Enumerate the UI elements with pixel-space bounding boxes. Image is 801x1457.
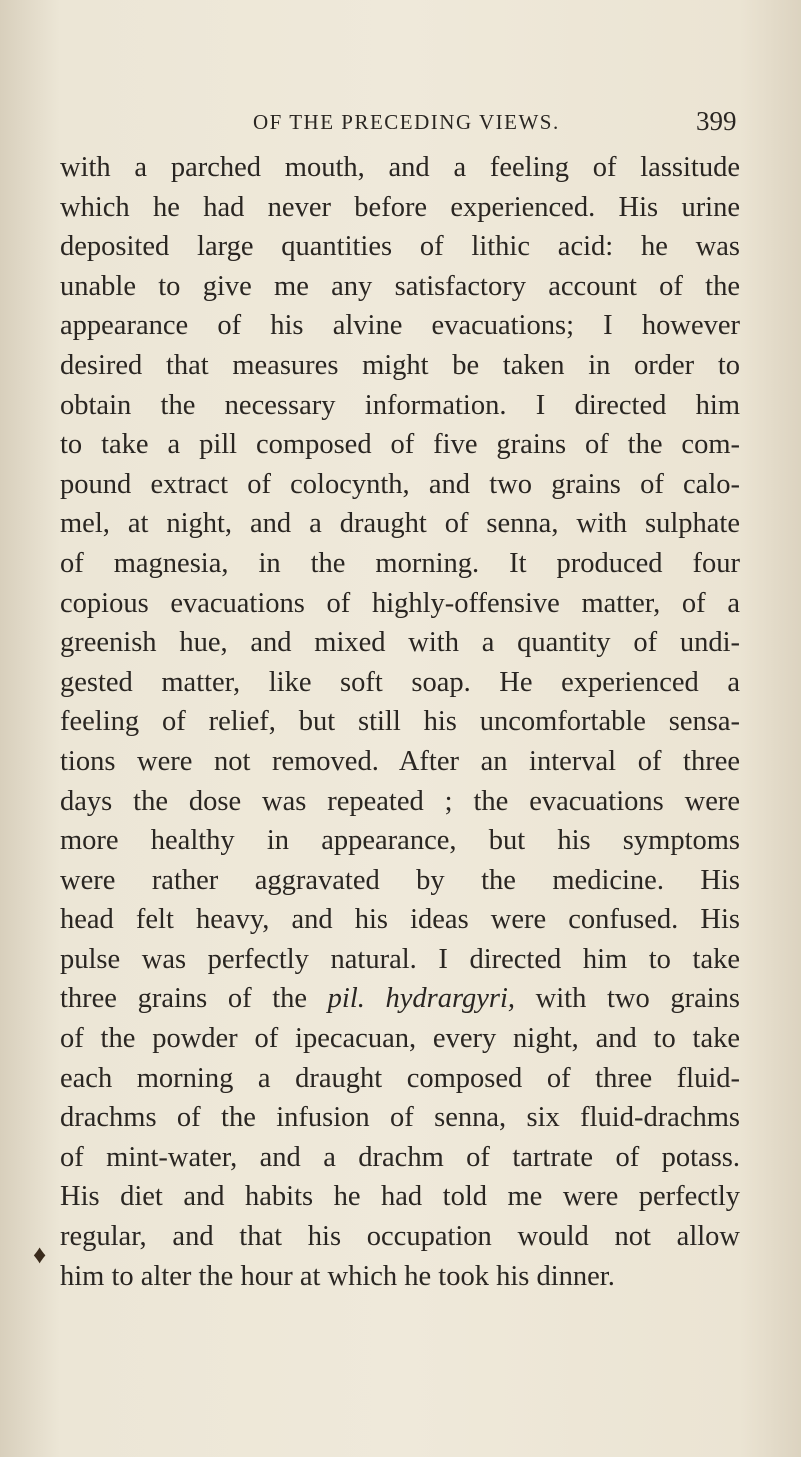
text-line: mel, at night, and a draught of senna, with sulphate: [60, 508, 740, 540]
page-number: 399: [696, 106, 737, 136]
text-line: with a parched mouth, and a feeling of lassitude: [60, 152, 740, 183]
italic-term: pil. hydrargyri,: [327, 983, 516, 1015]
text-segment: with two grains: [515, 983, 740, 1015]
text-line: were rather aggravated by the medicine. His: [60, 864, 740, 896]
text-line: unable to give me any satisfactory account of the: [60, 270, 740, 302]
text-line: desired that measures might be taken in order to: [60, 349, 740, 381]
text-line: of the powder of ipecacuan, every night, and to take: [60, 1023, 740, 1055]
text-line: each morning a draught composed of three fluid-: [60, 1062, 740, 1094]
text-line: tions were not removed. After an interval of three: [60, 745, 740, 777]
text-line: of mint-water, and a drachm of tartrate of potass.: [60, 1141, 740, 1173]
text-line-with-italic: [60, 979, 740, 1019]
text-line: regular, and that his occupation would not allow: [60, 1221, 740, 1253]
text-line: of magnesia, in the morning. It produced four: [60, 547, 740, 579]
text-line: feeling of relief, but still his uncomfortable sensa-: [60, 706, 740, 738]
text-line: more healthy in appearance, but his symptoms: [60, 825, 740, 857]
running-head: OF THE PRECEDING VIEWS.: [253, 110, 560, 134]
text-line: copious evacuations of highly-offensive matter, of a: [60, 587, 740, 619]
text-line: obtain the necessary information. I directed him: [60, 389, 740, 421]
text-line: to take a pill composed of five grains of the com-: [60, 429, 740, 461]
text-line: appearance of his alvine evacuations; I however: [60, 310, 740, 342]
text-line: pulse was perfectly natural. I directed him to take: [60, 943, 740, 975]
text-line: gested matter, like soft soap. He experienced a: [60, 666, 740, 698]
text-line-last: him to alter the hour at which he took his dinner.: [60, 1260, 615, 1292]
margin-mark-icon: ♦: [33, 1240, 47, 1269]
text-line: drachms of the infusion of senna, six fluid-drachms: [60, 1102, 740, 1134]
text-line: which he had never before experienced. His urine: [60, 191, 740, 223]
text-line: His diet and habits he had told me were perfectly: [60, 1181, 740, 1213]
text-segment: three grains of the: [60, 983, 328, 1015]
text-line: days the dose was repeated ; the evacuations were: [60, 785, 740, 817]
body-text: [60, 148, 740, 1296]
text-line: pound extract of colocynth, and two grains of calo-: [60, 468, 740, 500]
text-line: head felt heavy, and his ideas were confused. His: [60, 904, 740, 936]
page-header: [0, 104, 801, 144]
text-line: deposited large quantities of lithic acid: he was: [60, 231, 740, 263]
text-line: greenish hue, and mixed with a quantity of undi-: [60, 627, 740, 659]
